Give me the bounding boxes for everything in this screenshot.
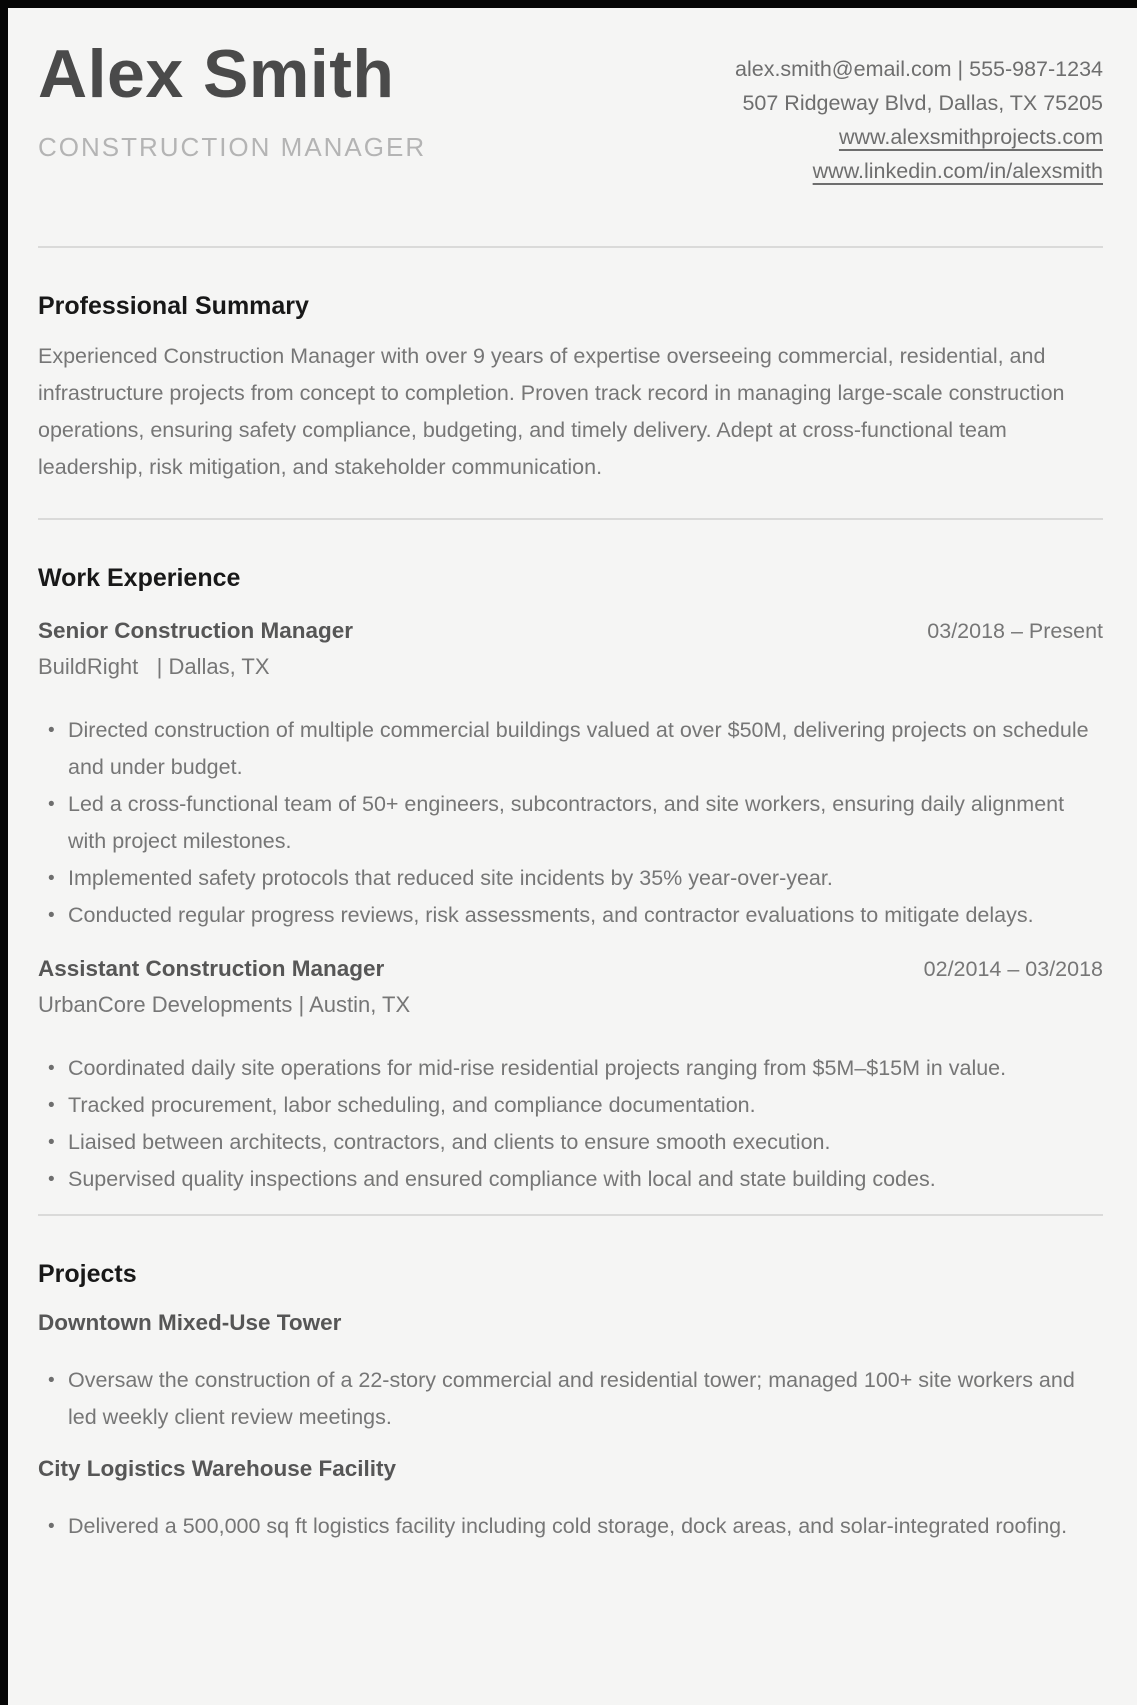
project-entry [38,1454,1103,1545]
contact-address: 507 Ridgeway Blvd, Dallas, TX 75205 [742,91,1103,115]
summary-heading: Professional Summary [38,292,309,320]
projects-heading: Projects [38,1260,137,1288]
identity-block [38,38,426,162]
job-entry [38,954,1103,1198]
bullet-item: • Implemented safety protocols that reduced site incidents by 35% year-over-year. [38,860,1103,897]
resume-page [8,8,1137,1705]
bullet-item: • Conducted regular progress reviews, risk assessments, and contractor evaluations to mitigate delays. [38,897,1103,934]
summary-divider [38,518,1103,520]
project-bullet-list [38,1362,1103,1436]
bullet-item: • Supervised quality inspections and ensured compliance with local and state building codes. [38,1161,1103,1198]
project-title: City Logistics Warehouse Facility [38,1456,397,1481]
project-title: Downtown Mixed-Use Tower [38,1310,342,1335]
header-divider [38,246,1103,248]
experience-divider [38,1214,1103,1216]
summary-text: Experienced Construction Manager with over 9 years of expertise overseeing commercial, residential, and infrastructure projects from concept to completion. Proven track record in managing large-scale construction operations, ensuring safety compliance, budgeting, and timely delivery. Adept at cross-functional team leadership, risk mitigation, and stakeholder communication. [38,344,1065,479]
job-title: Senior Construction Manager [38,618,354,643]
bullet-item: • Tracked procurement, labor scheduling, and compliance documentation. [38,1087,1103,1124]
job-bullet-list [38,712,1103,934]
contact-email-phone: alex.smith@email.com | 555-987-1234 [735,57,1103,81]
bullet-item: • Liaised between architects, contractors, and clients to ensure smooth execution. [38,1124,1103,1161]
person-name: Alex Smith [38,36,395,112]
contact-block [735,52,1103,188]
resume-header [38,38,1103,188]
bullet-item: • Delivered a 500,000 sq ft logistics facility including cold storage, dock areas, and solar-integrated roofing. [38,1508,1103,1545]
job-company-location: BuildRight | Dallas, TX [38,654,270,679]
job-company-location: UrbanCore Developments | Austin, TX [38,992,411,1017]
section-summary [38,290,1103,486]
job-head-row [38,616,1103,646]
section-experience [38,562,1103,1198]
job-bullet-list [38,1050,1103,1198]
linkedin-link[interactable]: www.linkedin.com/in/alexsmith [812,159,1103,183]
experience-heading: Work Experience [38,564,241,592]
job-title: Assistant Construction Manager [38,956,385,981]
bullet-item: • Led a cross-functional team of 50+ engineers, subcontractors, and site workers, ensuring daily alignment with project milestones. [38,786,1103,860]
job-head-row [38,954,1103,984]
job-entry [38,616,1103,934]
website-link[interactable]: www.alexsmithprojects.com [838,125,1103,149]
job-dates: 03/2018 – Present [927,619,1103,643]
job-role-subtitle: CONSTRUCTION MANAGER [38,132,427,162]
section-projects [38,1258,1103,1545]
bullet-item: • Directed construction of multiple commercial buildings valued at over $50M, delivering projects on schedule and under budget. [38,712,1103,786]
bullet-item: • Oversaw the construction of a 22-story commercial and residential tower; managed 100+ site workers and led weekly client review meetings. [38,1362,1103,1436]
bullet-item: • Coordinated daily site operations for mid-rise residential projects ranging from $5M–$15M in value. [38,1050,1103,1087]
project-entry [38,1308,1103,1436]
job-dates: 02/2014 – 03/2018 [923,957,1103,981]
project-bullet-list [38,1508,1103,1545]
